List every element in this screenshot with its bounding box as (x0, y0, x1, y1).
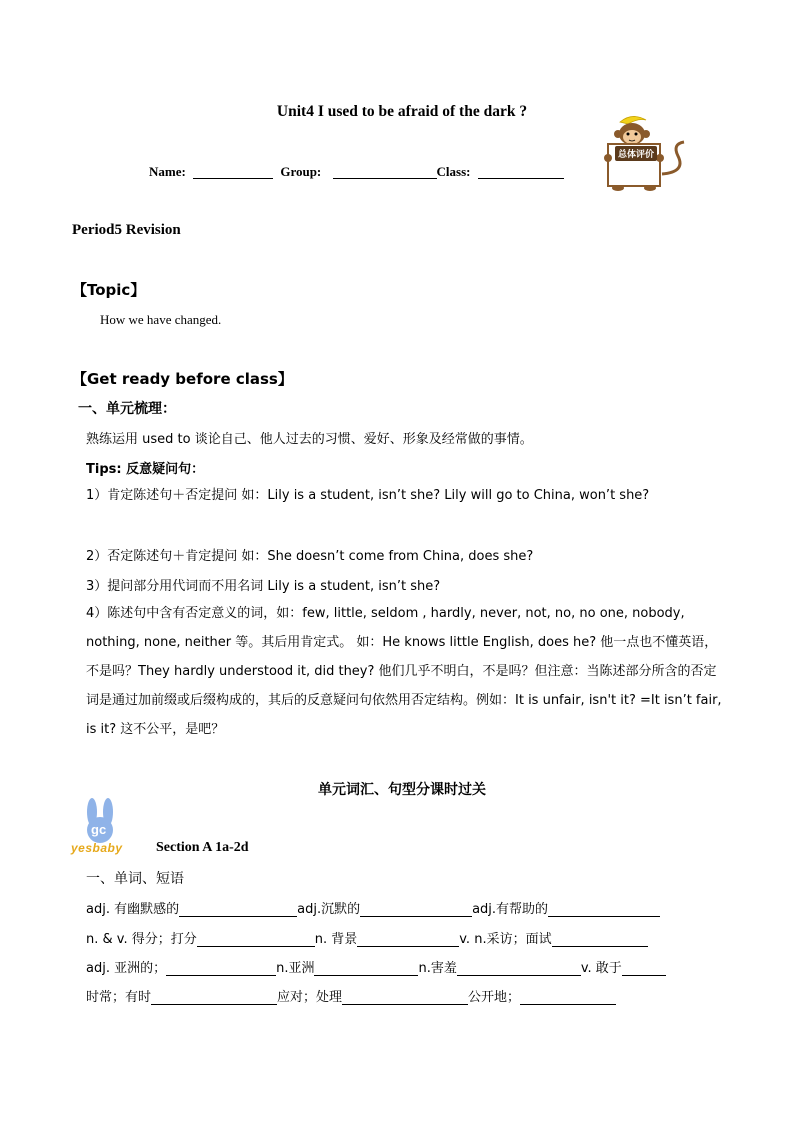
rule-2: 2）否定陈述句＋肯定提问 如：She doesn’t come from China, does she? (86, 549, 534, 564)
group-label: Group: (280, 164, 322, 179)
vocab-row-1: adj. 有幽默感的 adj.沉默的 adj.有帮助的 (86, 898, 660, 917)
vocab-blank[interactable] (360, 902, 472, 917)
badge-label: 总体评价 (615, 146, 657, 161)
logo-badge: gc (91, 822, 107, 837)
rule-1: 1）肯定陈述句＋否定提问 如：Lily is a student, isn’t she? Lily will go to China, won’t she? (86, 488, 650, 503)
topic-text: How we have changed. (100, 312, 222, 327)
tips-label: Tips: 反意疑问句： (86, 462, 205, 477)
vocab-blank[interactable] (342, 990, 468, 1005)
vocab-blank[interactable] (548, 902, 660, 917)
student-info-line (149, 164, 564, 180)
vocab-blank[interactable] (357, 932, 459, 947)
vocab-row-4: 时常；有时 应对；处理 公开地； (86, 986, 616, 1005)
group-field[interactable] (333, 164, 437, 179)
page-title: Unit4 I used to be afraid of the dark ? (276, 103, 528, 120)
topic-heading: 【Topic】 (72, 281, 146, 299)
class-label: Class: (436, 164, 471, 179)
name-field[interactable] (193, 164, 273, 179)
get-ready-heading: 【Get ready before class】 (72, 370, 293, 388)
logo-text: yesbaby (71, 841, 123, 855)
vocab-blank[interactable] (166, 961, 276, 976)
unit-vocab-heading: 单元词汇、句型分课时过关 (318, 782, 486, 798)
summary-heading: 一、单元梳理： (78, 401, 176, 417)
rule-4: 4）陈述句中含有否定意义的词，如：few, little, seldom , hardly, never, not, no, no one, nobody, nothing, none, neither 等。其后用肯定式。 如：He knows little English, does he? 他一点也不懂英语，不是吗？They hardly understood it, did they? 他们几乎不明白，不是吗？但注意：当陈述部分所含的否定词是通过加前缀或后缀构成的，其后的反意疑问句依然用否定结构。例如：It is unfair, isn't it? =It isn’t fair, is it? 这不公平，是吧？ (86, 606, 722, 737)
used-to-line: 熟练运用 used to 谈论自己、他人过去的习惯、爱好、形象及经常做的事情。 (86, 432, 533, 447)
class-field[interactable] (478, 164, 564, 179)
vocab-blank[interactable] (179, 902, 297, 917)
vocab-blank[interactable] (552, 932, 648, 947)
yesbaby-logo (70, 798, 132, 858)
section-sub: 一、单词、短语 (86, 871, 184, 887)
vocab-row-2: n. & v. 得分；打分 n. 背景 v. n.采访；面试 (86, 928, 648, 947)
vocab-blank[interactable] (314, 961, 418, 976)
section-title: Section A 1a-2d (156, 840, 249, 855)
vocab-blank[interactable] (151, 990, 277, 1005)
vocab-blank[interactable] (520, 990, 616, 1005)
period-heading: Period5 Revision (72, 222, 181, 238)
vocab-blank[interactable] (457, 961, 581, 976)
vocab-blank[interactable] (622, 961, 666, 976)
name-label: Name: (149, 164, 186, 179)
vocab-row-3: adj. 亚洲的； n.亚洲 n.害羞 v. 敢于 (86, 957, 666, 976)
vocab-blank[interactable] (197, 932, 315, 947)
evaluation-badge (598, 114, 694, 192)
rule-3: 3）提问部分用代词而不用名词 Lily is a student, isn’t she? (86, 579, 441, 594)
